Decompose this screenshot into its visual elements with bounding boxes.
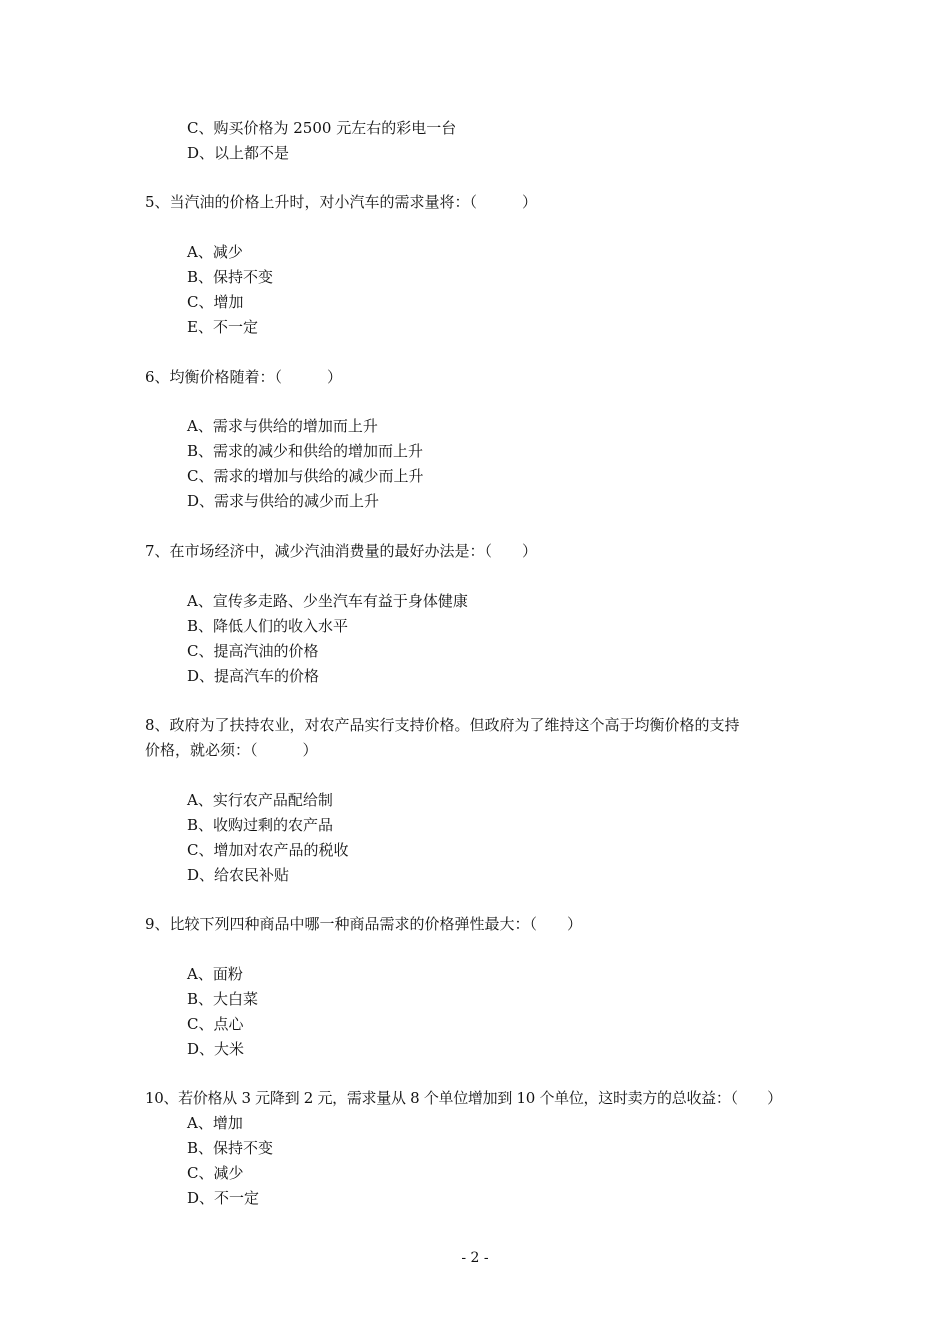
option-9b: B、大白菜 xyxy=(187,990,259,1008)
option-5c: C、增加 xyxy=(187,293,244,311)
option-7d: D、提高汽车的价格 xyxy=(187,667,320,685)
option-5e: E、不一定 xyxy=(187,318,258,336)
question-7-stem: 7、在市场经济中，减少汽油消费量的最好办法是：（ ） xyxy=(145,542,538,560)
question-6-stem: 6、均衡价格随着：（ ） xyxy=(145,368,343,386)
page-number: - 2 - xyxy=(461,1250,489,1266)
question-10-stem: 10、若价格从 3 元降到 2 元，需求量从 8 个单位增加到 10 个单位，这时卖方的总收益：（ ） xyxy=(145,1089,782,1107)
option-8d: D、给农民补贴 xyxy=(187,866,290,884)
question-5-stem: 5、当汽油的价格上升时，对小汽车的需求量将：（ ） xyxy=(145,193,538,211)
option-9c: C、点心 xyxy=(187,1015,244,1033)
option-6d: D、需求与供给的减少而上升 xyxy=(187,492,380,510)
option-8c: C、增加对农产品的税收 xyxy=(187,841,349,859)
option-10a: A、增加 xyxy=(187,1114,243,1132)
option-8b: B、收购过剩的农产品 xyxy=(187,816,334,834)
option-8a: A、实行农产品配给制 xyxy=(187,791,333,809)
option-6c: C、需求的增加与供给的减少而上升 xyxy=(187,467,424,485)
option-6b: B、需求的减少和供给的增加而上升 xyxy=(187,442,424,460)
option-10c: C、减少 xyxy=(187,1164,244,1182)
option-4c: C、购买价格为 2500 元左右的彩电一台 xyxy=(187,119,457,137)
option-7b: B、降低人们的收入水平 xyxy=(187,617,349,635)
question-8-stem-cont: 价格，就必须：（ ） xyxy=(145,741,318,759)
option-7a: A、宣传多走路、少坐汽车有益于身体健康 xyxy=(187,592,468,610)
option-10b: B、保持不变 xyxy=(187,1139,274,1157)
option-5b: B、保持不变 xyxy=(187,268,274,286)
option-10d: D、不一定 xyxy=(187,1189,260,1207)
option-7c: C、提高汽油的价格 xyxy=(187,642,319,660)
question-9-stem: 9、比较下列四种商品中哪一种商品需求的价格弹性最大：（ ） xyxy=(145,915,583,933)
option-5a: A、减少 xyxy=(187,243,243,261)
question-8-stem: 8、政府为了扶持农业，对农产品实行支持价格。但政府为了维持这个高于均衡价格的支持 xyxy=(145,716,740,734)
option-9a: A、面粉 xyxy=(187,965,243,983)
option-9d: D、大米 xyxy=(187,1040,245,1058)
option-6a: A、需求与供给的增加而上升 xyxy=(187,417,378,435)
option-4d: D、以上都不是 xyxy=(187,144,290,162)
